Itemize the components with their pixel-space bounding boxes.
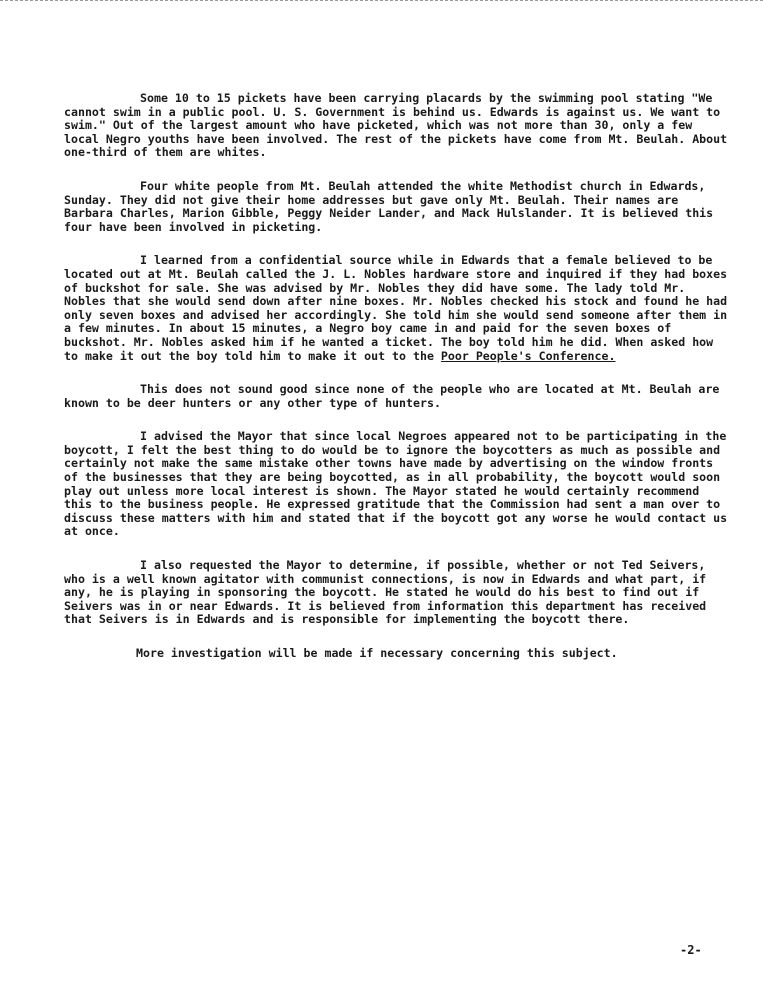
paragraph-pickets: Some 10 to 15 pickets have been carrying placards by the swimming pool stating "We cannot swim in a public pool. U. S. Government is behind us. Edwards is against us. We want to swim." Out of the largest amount who have picketed, which was not more than 30, only a few local Negro youths have been involved. The rest of the pickets have come from Mt. Beulah. About one-third of them are whites.	[64, 91, 728, 160]
poor-peoples-conference-underlined: Poor People's Conference.	[440, 348, 616, 363]
paragraph-buckshot-text: I learned from a confidential source while in Edwards that a female believed to be located out at Mt. Beulah called the J. L. Nobles hardware store and inquired if they had boxes of buckshot for sale. She was advised by Mr. Nobles they did have some. The lady told Mr. Nobles that she would send down after nine boxes. Mr. Nobles checked his stock and found he had only seven boxes and advised her accordingly. She told him she would send someone after them in a few minutes. In about 15 minutes, a Negro boy came in and paid for the seven boxes of buckshot. Mr. Nobles asked him if he wanted a ticket. The boy told him he did. When asked how to make it out the boy told him to make it out to the	[64, 253, 728, 363]
paragraph-mayor-advice: I advised the Mayor that since local Negroes appeared not to be participating in the boycott, I felt the best thing to do would be to ignore the boycotters as much as possible and certainly not make the same mistake other towns have made by advertising on the window fronts of the businesses that they are being boycotted, as in all probability, the boycott would soon play out unless more local interest is shown. The Mayor stated he would certainly recommend this to the business people. He expressed gratitude that the Commission had sent a man over to discuss these matters with him and stated that if the boycott got any worse he would contact us at once.	[64, 429, 728, 539]
page-number: -2-	[680, 943, 702, 957]
closing-line: More investigation will be made if necessary concerning this subject.	[136, 646, 618, 660]
paragraph-hunters: This does not sound good since none of the people who are located at Mt. Beulah are known to be deer hunters or any other type of hunters.	[64, 382, 720, 410]
paragraph-seivers: I also requested the Mayor to determine, if possible, whether or not Ted Seivers, who is a well known agitator with communist connections, is now in Edwards and what part, if any, he is playing in sponsoring the boycott. He stated he would do his best to find out if Seivers was in or near Edwards. It is believed from information this department has received that Seivers is in Edwards and is responsible for implementing the boycott there.	[64, 558, 707, 627]
paragraph-buckshot	[64, 254, 732, 363]
page-top-edge	[0, 0, 763, 1]
document-body	[64, 92, 732, 681]
paragraph-church-attendance: Four white people from Mt. Beulah attended the white Methodist church in Edwards, Sunday. They did not give their home addresses but gave only Mt. Beulah. Their names are Barbara Charles, Marion Gibble, Peggy Neider Lander, and Mack Hulslander. It is believed this four have been involved in picketing.	[64, 178, 714, 234]
